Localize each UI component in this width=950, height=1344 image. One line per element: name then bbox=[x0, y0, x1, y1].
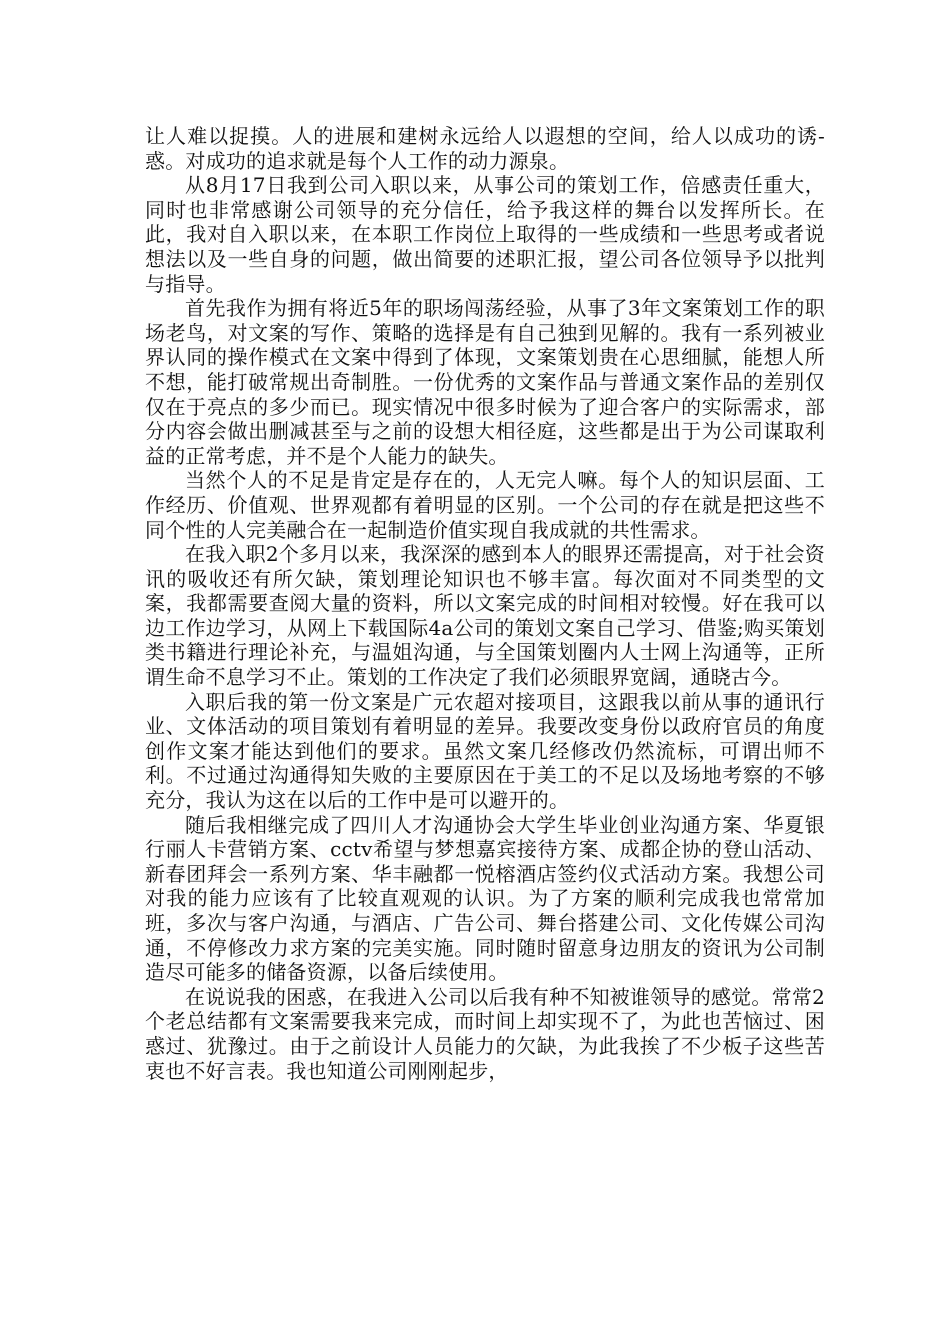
paragraph-1: 让人难以捉摸。人的进展和建树永远给人以遐想的空间，给人以成功的诱-惑。对成功的追求就是每个人工作的动力源泉。 bbox=[145, 124, 825, 173]
paragraph-6: 入职后我的第一份文案是广元农超对接项目，这跟我以前从事的通讯行业、文体活动的项目策划有着明显的差异。我要改变身份以政府官员的角度创作文案才能达到他们的要求。虽然文案几经修改仍然流标，可谓出师不利。不过通过沟通得知失败的主要原因在于美工的不足以及场地考察的不够充分，我认为这在以后的工作中是可以避开的。 bbox=[145, 689, 825, 813]
paragraph-3: 首先我作为拥有将近5年的职场闯荡经验，从事了3年文案策划工作的职场老鸟，对文案的写作、策略的选择是有自己独到见解的。我有一系列被业界认同的操作模式在文案中得到了体现，文案策划贵在心思细腻，能想人所不想，能打破常规出奇制胜。一份优秀的文案作品与普通文案作品的差别仅仅在于亮点的多少而已。现实情况中很多时候为了迎合客户的实际需求，部分内容会做出删减甚至与之前的设想大相径庭，这些都是出于为公司谋取利益的正常考虑，并不是个人能力的缺失。 bbox=[145, 296, 825, 468]
paragraph-7: 随后我相继完成了四川人才沟通协会大学生毕业创业沟通方案、华夏银行丽人卡营销方案、cctv希望与梦想嘉宾接待方案、成都企协的登山活动、新春团拜会一系列方案、华丰融都一悦榕酒店签约仪式活动方案。我想公司对我的能力应该有了比较直观观的认识。为了方案的顺利完成我也常常加班，多次与客户沟通，与酒店、广告公司、舞台搭建公司、文化传媒公司沟通，不停修改力求方案的完美实施。同时随时留意身边朋友的资讯为公司制造尽可能多的储备资源，以备后续使用。 bbox=[145, 812, 825, 985]
paragraph-2: 从8月17日我到公司入职以来，从事公司的策划工作，倍感责任重大，同时也非常感谢公司领导的充分信任，给予我这样的舞台以发挥所长。在此，我对自入职以来，在本职工作岗位上取得的一些成绩和一些思考或者说想法以及一些自身的问题，做出简要的述职汇报，望公司各位领导予以批判与指导。 bbox=[145, 173, 825, 296]
paragraph-5: 在我入职2个多月以来，我深深的感到本人的眼界还需提高，对于社会资讯的吸收还有所欠缺，策划理论知识也不够丰富。每次面对不同类型的文案，我都需要查阅大量的资料，所以文案完成的时间相对较慢。好在我可以边工作边学习，从网上下载国际4a公司的策划文案自己学习、借鉴;购买策划类书籍进行理论补充，与温姐沟通，与全国策划圈内人士网上沟通等，正所谓生命不息学习不止。策划的工作决定了我们必须眼界宽阔，通晓古今。 bbox=[145, 542, 825, 690]
paragraph-4: 当然个人的不足是肯定是存在的，人无完人嘛。每个人的知识层面、工作经历、价值观、世界观都有着明显的区别。一个公司的存在就是把这些不同个性的人完美融合在一起制造价值实现自我成就的共性需求。 bbox=[145, 468, 825, 542]
paragraph-8: 在说说我的困惑，在我进入公司以后我有种不知被谁领导的感觉。常常2个老总结都有文案需要我来完成，而时间上却实现不了，为此也苦恼过、困惑过、犹豫过。由于之前设计人员能力的欠缺，为此我挨了不少板子这些苦衷也不好言表。我也知道公司刚刚起步， bbox=[145, 984, 825, 1083]
document-body bbox=[145, 124, 825, 1083]
